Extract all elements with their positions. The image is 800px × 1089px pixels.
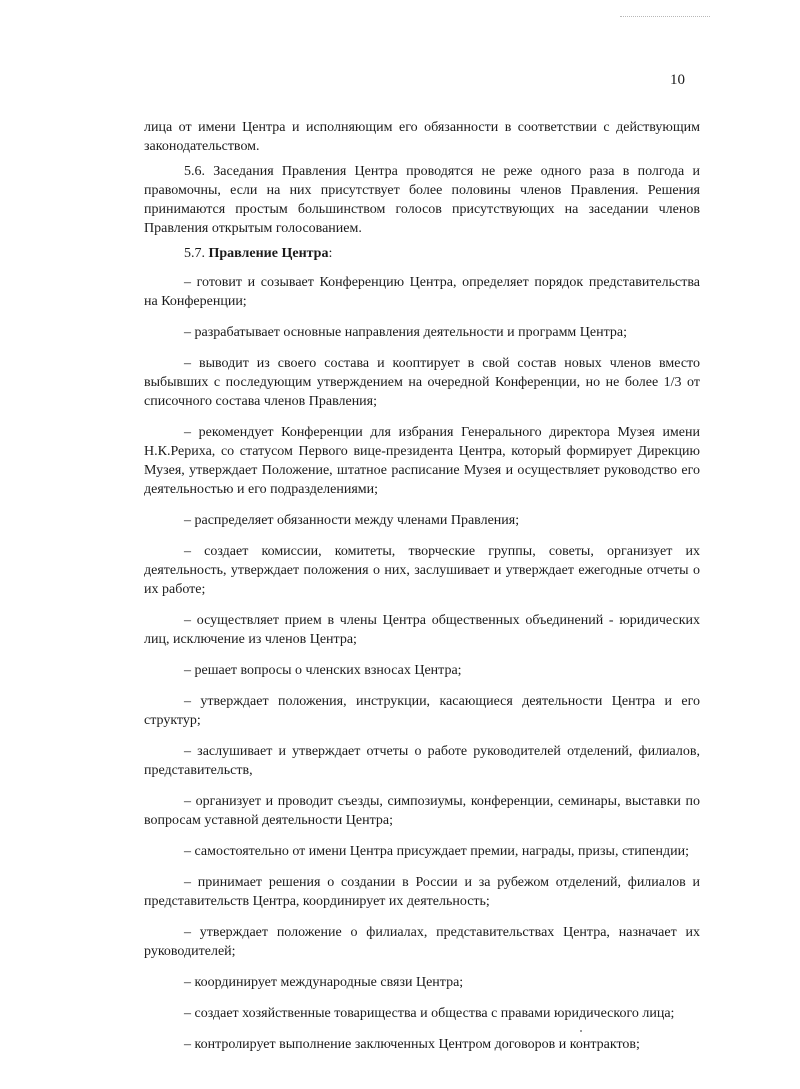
list-item: – самостоятельно от имени Центра присуждает премии, награды, призы, стипендии; xyxy=(184,844,689,859)
list-item: – рекомендует Конференции для избрания Генерального директора Музея имени Н.К.Рериха, со статусом Первого вице-президента Центра, который формирует Дирекцию Музея, утверждает Положение, штатное расписание Музея и осуществляет руководство его деятельностью и его подразделениями; xyxy=(144,425,700,497)
list-item: – решает вопросы о членских взносах Центра; xyxy=(184,663,462,678)
list-item: – распределяет обязанности между членами Правления; xyxy=(184,513,520,528)
list-item: – разрабатывает основные направления деятельности и программ Центра; xyxy=(184,325,627,340)
scan-artifact xyxy=(620,16,710,19)
section-number: 5.7. xyxy=(184,246,205,261)
section-title: Правление Центра xyxy=(208,246,329,261)
list-item: – осуществляет прием в члены Центра общественных объединений - юридических лиц, исключение из членов Центра; xyxy=(144,613,700,647)
scan-artifact xyxy=(580,1030,582,1032)
page-number: 10 xyxy=(670,72,685,88)
list-item: – создает хозяйственные товарищества и общества с правами юридического лица; xyxy=(184,1006,675,1021)
list-item: – утверждает положение о филиалах, представительствах Центра, назначает их руководителей; xyxy=(144,925,700,959)
list-item: – принимает решения о создании в России и за рубежом отделений, филиалов и представительств Центра, координирует их деятельность; xyxy=(144,875,700,909)
section-colon: : xyxy=(328,246,333,261)
opening-paragraph: лица от имени Центра и исполняющим его обязанности в соответствии с действующим законодательством. xyxy=(144,120,700,154)
duties-list xyxy=(144,273,700,1054)
paragraph-5-6: 5.6. Заседания Правления Центра проводятся не реже одного раза в полгода и правомочны, если на них присутствует более половины членов Правления. Решения принимаются простым большинством голосов присутствующих на заседании членов Правления открытым голосованием. xyxy=(144,164,700,236)
list-item: – заслушивает и утверждает отчеты о работе руководителей отделений, филиалов, представительств, xyxy=(144,744,700,778)
list-item: – организует и проводит съезды, симпозиумы, конференции, семинары, выставки по вопросам уставной деятельности Центра; xyxy=(144,794,700,828)
list-item: – выводит из своего состава и кооптирует в свой состав новых членов вместо выбывших с последующим утверждением на очередной Конференции, но не более 1/3 от списочного состава членов Правления; xyxy=(144,356,700,409)
section-heading-5-7 xyxy=(144,244,700,263)
list-item: – создает комиссии, комитеты, творческие группы, советы, организует их деятельность, утверждает положения о них, заслушивает и утверждает ежегодные отчеты о их работе; xyxy=(144,544,700,597)
list-item: – готовит и созывает Конференцию Центра, определяет порядок представительства на Конференции; xyxy=(144,275,700,309)
list-item: – утверждает положения, инструкции, касающиеся деятельности Центра и его структур; xyxy=(144,694,700,728)
document-body xyxy=(144,118,700,1066)
list-item: – контролирует выполнение заключенных Центром договоров и контрактов; xyxy=(184,1037,640,1052)
list-item: – координирует международные связи Центра; xyxy=(184,975,464,990)
